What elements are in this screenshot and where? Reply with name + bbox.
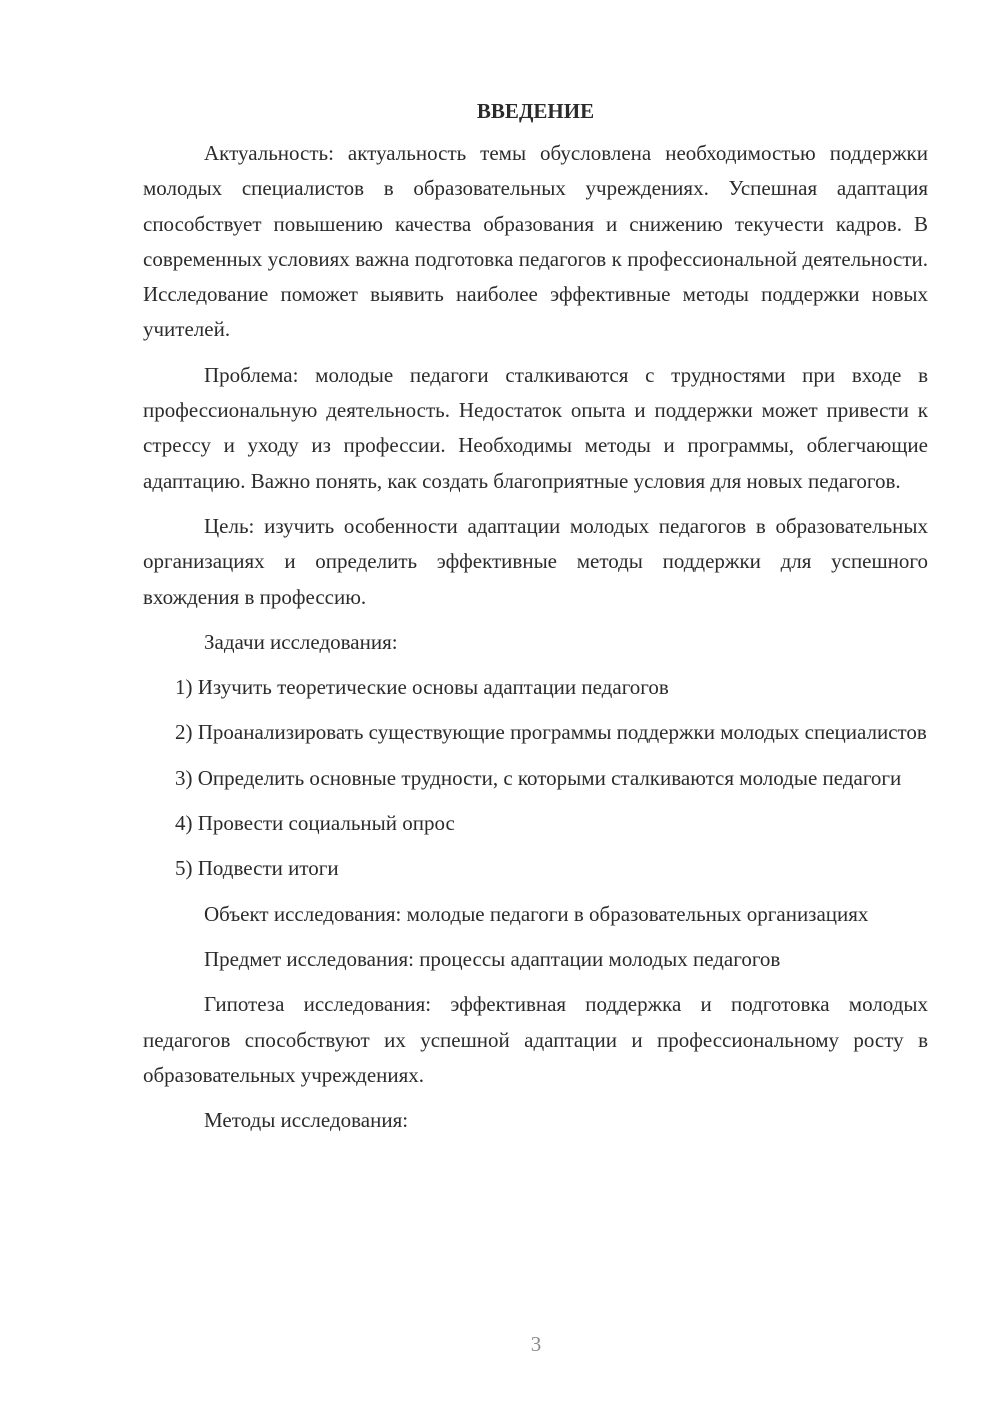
task-item-5: 5) Подвести итоги [175, 856, 339, 881]
task-item-2: 2) Проанализировать существующие программы поддержки молодых специалистов [175, 720, 927, 745]
page-title: ВВЕДЕНИЕ [476, 99, 595, 123]
methods-heading: Методы исследования: [204, 1108, 409, 1133]
object-paragraph: Объект исследования: молодые педагоги в образовательных организациях [204, 901, 869, 926]
page-number: 3 [530, 1332, 542, 1356]
goal-paragraph: Цель: изучить особенности адаптации молодых педагогов в образовательных организациях и определить эффективные методы поддержки для успешного вхождения в профессию. [143, 513, 928, 609]
hypothesis-paragraph: Гипотеза исследования: эффективная поддержка и подготовка молодых педагогов способствуют их успешной адаптации и профессиональному росту в образовательных учреждениях. [143, 992, 928, 1087]
tasks-heading: Задачи исследования: [204, 629, 398, 654]
task-item-3: 3) Определить основные трудности, с которыми сталкиваются молодые педагоги [175, 765, 902, 790]
task-item-4: 4) Провести социальный опрос [175, 811, 455, 836]
relevance-paragraph: Актуальность: актуальность темы обусловлена необходимостью поддержки молодых специалистов в образовательных учреждениях. Успешная адаптация способствует повышению качества образования и снижению текучести кадров. В современных условиях важна подготовка педагогов к профессиональной деятельности. Исследование поможет выявить наиболее эффективные методы поддержки новых учителей. [143, 141, 928, 342]
document-page [143, 96, 928, 1148]
task-item-1: 1) Изучить теоретические основы адаптации педагогов [175, 675, 669, 700]
problem-paragraph: Проблема: молодые педагоги сталкиваются с трудностями при входе в профессиональную деятельность. Недостаток опыта и поддержки может привести к стрессу и уходу из профессии. Необходимы методы и программы, облегчающие адаптацию. Важно понять, как создать благоприятные условия для новых педагогов. [143, 362, 928, 493]
subject-paragraph: Предмет исследования: процессы адаптации молодых педагогов [204, 946, 781, 971]
